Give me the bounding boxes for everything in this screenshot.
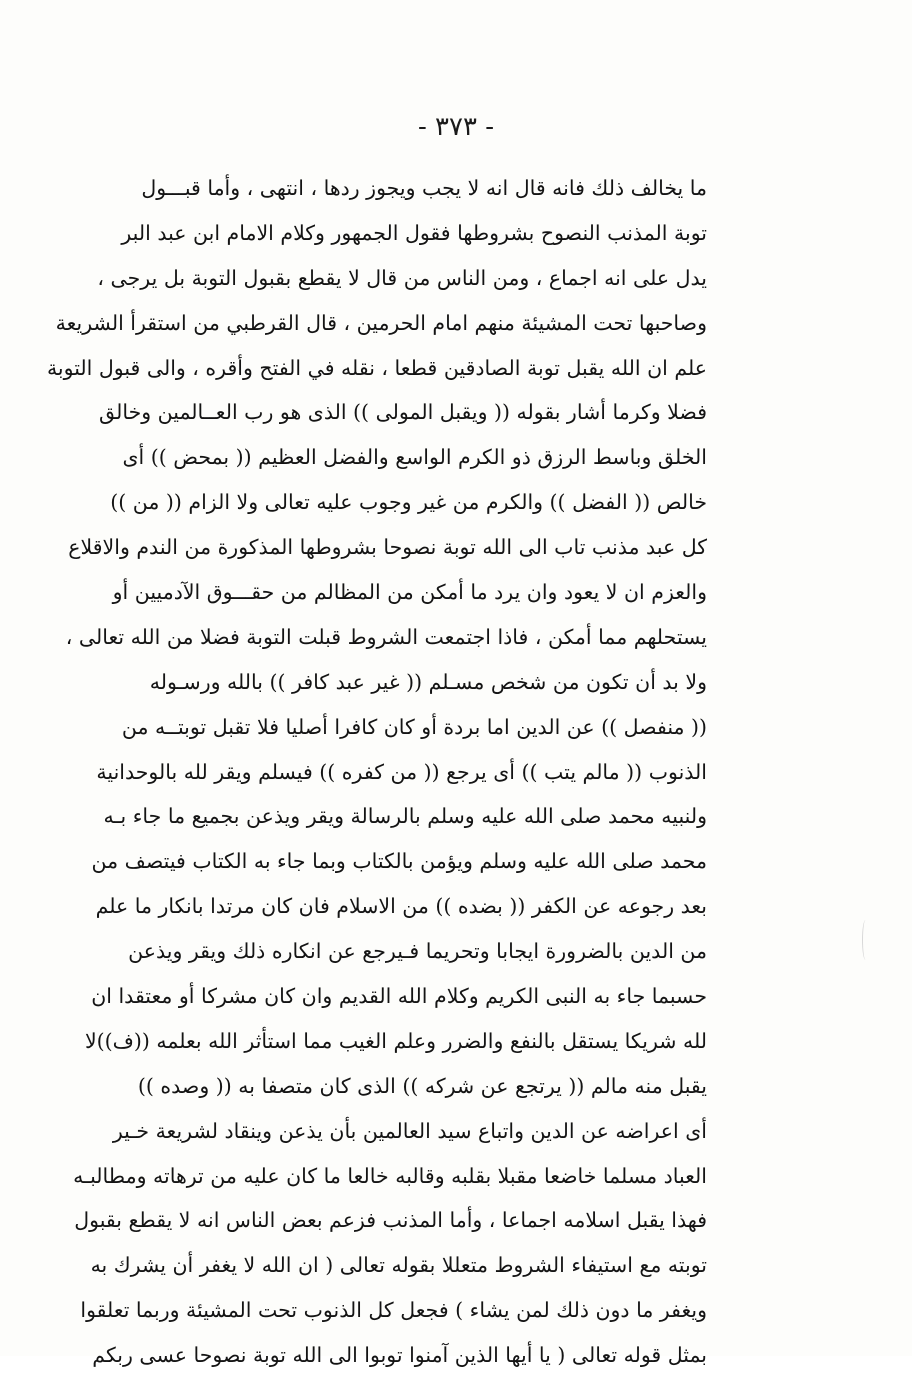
text-line: كل عبد مذنب تاب الى الله توبة نصوحا بشروطها المذكورة من الندم والاقلاع	[68, 535, 707, 560]
text-line: علم ان الله يقبل توبة الصادقين قطعا ، نقله في الفتح وأقره ، والى قبول التوبة	[46, 355, 707, 380]
text-line: العباد مسلما خاضعا مقبلا بقلبه وقالبه خالعا ما كان عليه من ترهاته ومطالبـه	[73, 1163, 707, 1188]
text-line: أى اعراضه عن الدين واتباع سيد العالمين بأن يذعن وينقاد لشريعة خـير	[112, 1118, 707, 1143]
text-line: الخلق وباسط الرزق ذو الكرم الواسع والفضل العظيم (( بمحض )) أى	[122, 445, 707, 470]
text-line: لله شريكا يستقل بالنفع والضرر وعلم الغيب مما استأثر الله بعلمه ((ف))لا	[84, 1028, 707, 1053]
text-line: ولنبيه محمد صلى الله عليه وسلم بالرسالة ويقر ويذعن بجميع ما جاء بـه	[103, 804, 707, 829]
text-line: يدل على انه اجماع ، ومن الناس من قال لا يقطع بقبول التوبة بل يرجى ،	[97, 265, 707, 290]
text-line: توبة المذنب النصوح بشروطها فقول الجمهور وكلام الامام ابن عبد البر	[121, 220, 707, 245]
text-line: من الدين بالضرورة ايجابا وتحريما فـيرجع عن انكاره ذلك ويقر ويذعن	[128, 939, 707, 964]
text-line: بعد رجوعه عن الكفر (( بضده )) من الاسلام فان كان مرتدا بانكار ما علم	[95, 894, 707, 919]
text-line: والعزم ان لا يعود وان يرد ما أمكن من المظالم من حقـــوق الآدميين أو	[112, 580, 707, 605]
text-line: يستحلهم مما أمكن ، فاذا اجتمعت الشروط قبلت التوبة فضلا من الله تعالى ،	[65, 624, 707, 649]
margin-crease-mark	[862, 920, 869, 960]
text-line: فهذا يقبل اسلامه اجماعا ، وأما المذنب فزعم بعض الناس انه لا يقطع بقبول	[74, 1208, 707, 1233]
text-line: يقبل منه مالم (( يرتجع عن شركه )) الذى كان متصفا به (( وصده ))	[137, 1073, 707, 1098]
text-line: الذنوب (( مالم يتب )) أى يرجع (( من كفره )) فيسلم ويقر لله بالوحدانية	[96, 759, 707, 784]
body-text	[46, 166, 707, 1378]
text-line: ولا بد أن تكون من شخص مسـلم (( غير عبد كافر )) بالله ورسـوله	[149, 669, 707, 694]
text-line: وصاحبها تحت المشيئة منهم امام الحرمين ، قال القرطبي من استقرأ الشريعة	[55, 310, 707, 335]
text-line: ويغفر ما دون ذلك لمن يشاء ) فجعل كل الذنوب تحت المشيئة وربما تعلقوا	[80, 1298, 707, 1323]
page-number: - ٣٧٣ -	[417, 112, 495, 142]
text-line: محمد صلى الله عليه وسلم ويؤمن بالكتاب وبما جاء به الكتاب فيتصف من	[91, 849, 707, 874]
text-line: ما يخالف ذلك فانه قال انه لا يجب ويجوز ردها ، انتهى ، وأما قبـــول	[141, 176, 707, 200]
text-line: بمثل قوله تعالى ( يا أيها الذين آمنوا توبوا الى الله توبة نصوحا عسى ربكم	[92, 1343, 707, 1368]
text-line: فضلا وكرما أشار بقوله (( ويقبل المولى )) الذى هو رب العــالمين وخالق	[98, 400, 707, 425]
text-line: خالص (( الفضل )) والكرم من غير وجوب عليه تعالى ولا الزام (( من ))	[110, 490, 707, 515]
text-line: (( منفصل )) عن الدين اما بردة أو كان كافرا أصليا فلا تقبل توبتــه من	[121, 714, 707, 739]
text-line: حسبما جاء به النبى الكريم وكلام الله القديم وان كان مشركا أو معتقدا ان	[91, 984, 707, 1009]
text-line: توبته مع استيفاء الشروط متعللا بقوله تعالى ( ان الله لا يغفر أن يشرك به	[90, 1253, 707, 1278]
